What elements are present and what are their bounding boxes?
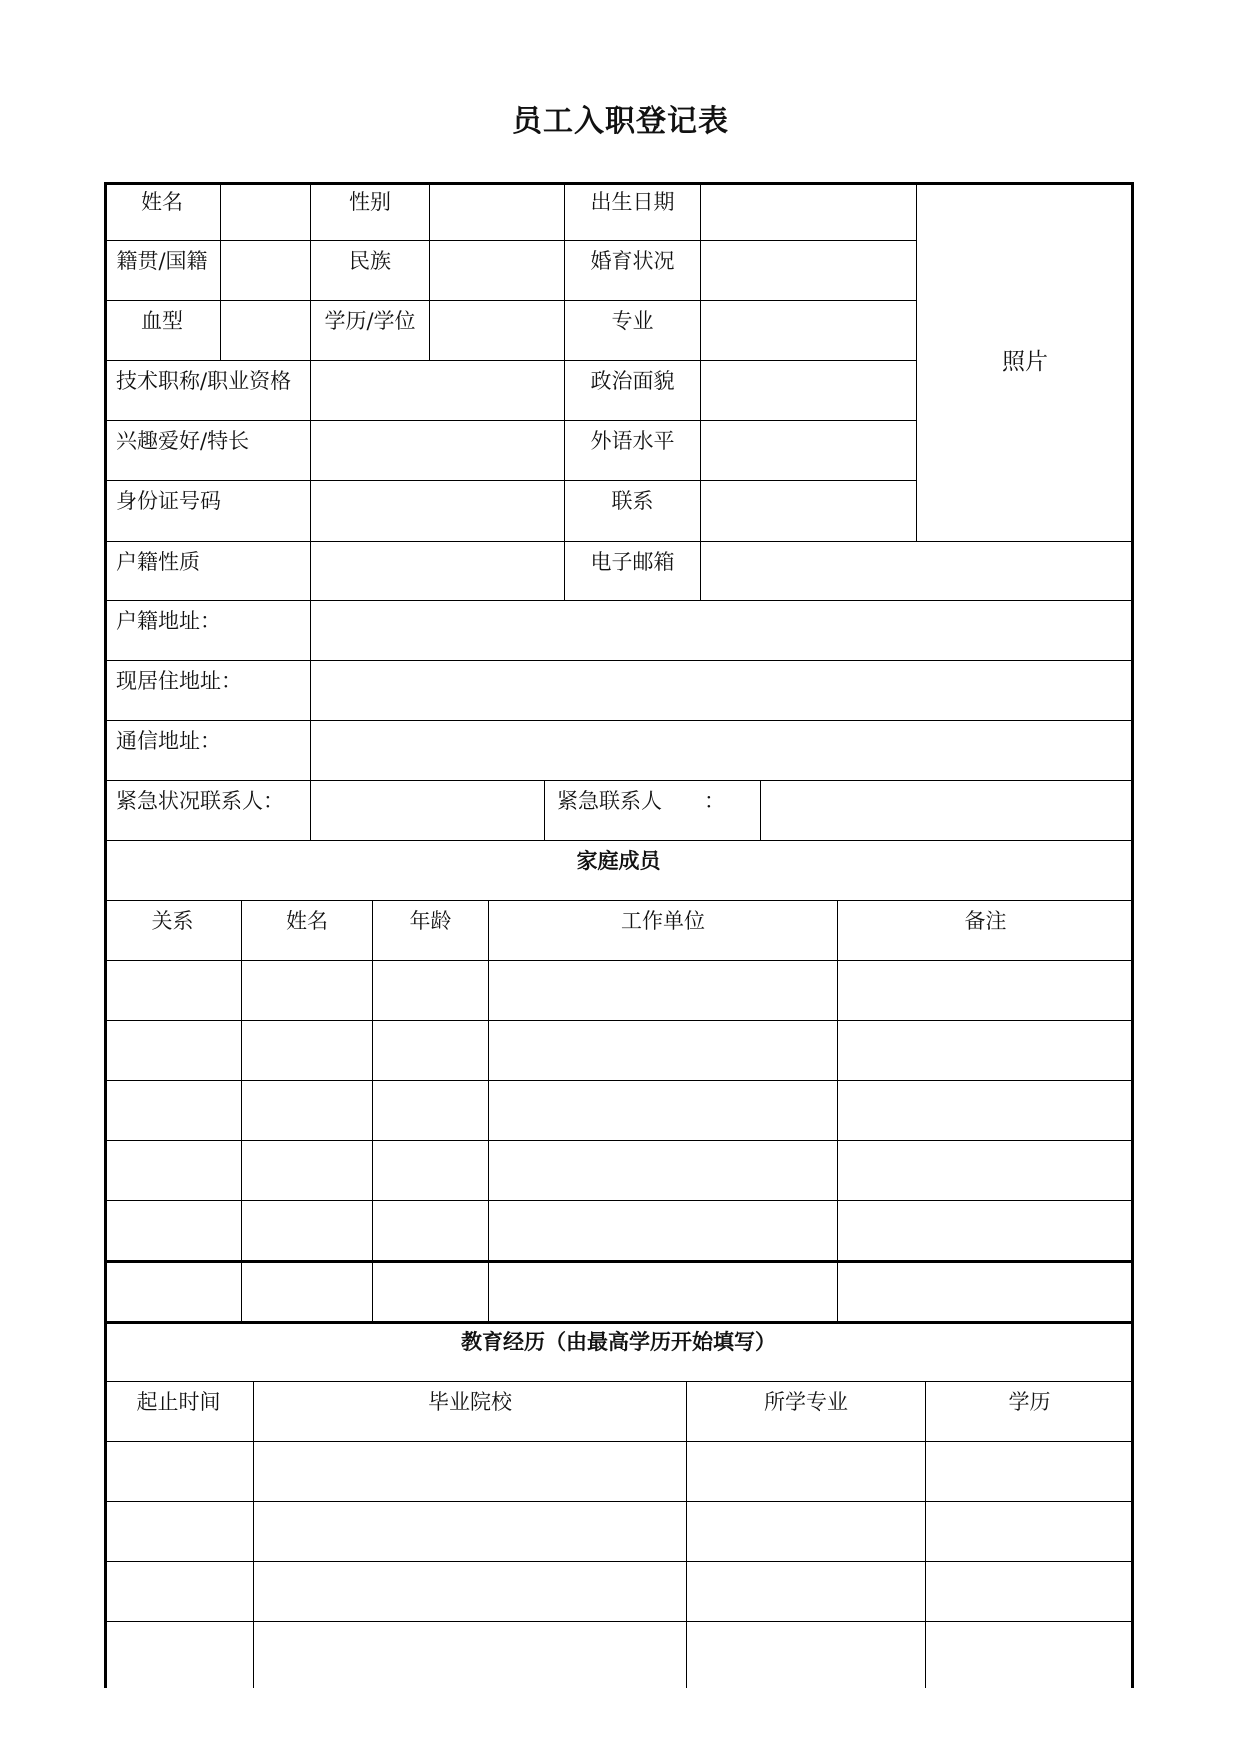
label-current-address: 现居住地址： [104, 661, 311, 721]
field-gender[interactable] [430, 182, 565, 241]
label-gender: 性别 [311, 182, 430, 241]
family-col-remarks: 备注 [838, 901, 1134, 961]
table-cell[interactable] [242, 1081, 373, 1141]
table-cell[interactable] [687, 1502, 926, 1562]
field-foreign-language[interactable] [701, 421, 917, 481]
page-title: 员工入职登记表 [512, 104, 729, 139]
field-hukou-type[interactable] [311, 542, 565, 601]
label-contact: 联系 [565, 481, 701, 542]
label-hukou-type: 户籍性质 [104, 542, 311, 601]
label-blood-type: 血型 [104, 301, 221, 361]
field-native-place[interactable] [221, 241, 311, 301]
label-ethnicity: 民族 [311, 241, 430, 301]
table-cell[interactable] [373, 1261, 489, 1322]
family-heading: 家庭成员 [104, 841, 1134, 901]
field-marital-status[interactable] [701, 241, 917, 301]
table-cell[interactable] [489, 961, 838, 1021]
family-col-relation: 关系 [104, 901, 242, 961]
table-row[interactable] [104, 1021, 242, 1081]
field-hukou-address[interactable] [311, 601, 1134, 661]
education-heading: 教育经历（由最高学历开始填写） [104, 1322, 1134, 1382]
field-title-qualification[interactable] [311, 361, 565, 421]
table-cell[interactable] [926, 1562, 1134, 1622]
field-hobbies[interactable] [311, 421, 565, 481]
table-cell[interactable] [254, 1562, 687, 1622]
table-cell[interactable] [373, 1201, 489, 1261]
table-cell[interactable] [254, 1622, 687, 1688]
label-name: 姓名 [104, 182, 221, 241]
table-cell[interactable] [242, 1021, 373, 1081]
table-cell[interactable] [687, 1562, 926, 1622]
label-birth-date: 出生日期 [565, 182, 701, 241]
field-political-status[interactable] [701, 361, 917, 421]
label-emergency-contact-2: 紧急联系人 ： [545, 781, 761, 841]
table-cell[interactable] [838, 1021, 1134, 1081]
field-education-degree[interactable] [430, 301, 565, 361]
table-cell[interactable] [926, 1502, 1134, 1562]
table-row[interactable] [104, 1141, 242, 1201]
field-blood-type[interactable] [221, 301, 311, 361]
table-cell[interactable] [838, 961, 1134, 1021]
field-emergency-contact-2[interactable] [761, 781, 1134, 841]
label-native-place: 籍贯/国籍 [104, 241, 221, 301]
table-row[interactable] [104, 1442, 254, 1502]
table-cell[interactable] [489, 1021, 838, 1081]
table-cell[interactable] [838, 1201, 1134, 1261]
table-cell[interactable] [489, 1141, 838, 1201]
table-cell[interactable] [489, 1261, 838, 1322]
table-cell[interactable] [373, 1021, 489, 1081]
field-name[interactable] [221, 182, 311, 241]
field-ethnicity[interactable] [430, 241, 565, 301]
label-hukou-address: 户籍地址： [104, 601, 311, 661]
label-id-number: 身份证号码 [104, 481, 311, 542]
edu-col-school: 毕业院校 [254, 1382, 687, 1442]
table-cell[interactable] [489, 1081, 838, 1141]
registration-form [104, 182, 1134, 1688]
edu-col-period: 起止时间 [104, 1382, 254, 1442]
label-email: 电子邮箱 [565, 542, 701, 601]
field-contact[interactable] [701, 481, 917, 542]
field-id-number[interactable] [311, 481, 565, 542]
family-col-employer: 工作单位 [489, 901, 838, 961]
table-cell[interactable] [254, 1502, 687, 1562]
table-cell[interactable] [242, 1201, 373, 1261]
field-email[interactable] [701, 542, 1134, 601]
section-divider [104, 1321, 1134, 1324]
field-emergency-contact[interactable] [311, 781, 545, 841]
table-cell[interactable] [254, 1442, 687, 1502]
label-major: 专业 [565, 301, 701, 361]
table-cell[interactable] [687, 1442, 926, 1502]
field-current-address[interactable] [311, 661, 1134, 721]
table-cell[interactable] [687, 1622, 926, 1688]
table-cell[interactable] [242, 1261, 373, 1322]
edu-col-degree: 学历 [926, 1382, 1134, 1442]
label-mailing-address: 通信地址： [104, 721, 311, 781]
table-cell[interactable] [373, 961, 489, 1021]
table-cell[interactable] [242, 1141, 373, 1201]
table-cell[interactable] [489, 1201, 838, 1261]
label-marital-status: 婚育状况 [565, 241, 701, 301]
label-foreign-language: 外语水平 [565, 421, 701, 481]
section-divider [104, 1260, 1134, 1263]
table-row[interactable] [104, 1261, 242, 1322]
table-cell[interactable] [242, 961, 373, 1021]
label-hobbies: 兴趣爱好/特长 [104, 421, 311, 481]
table-cell[interactable] [926, 1622, 1134, 1688]
table-row[interactable] [104, 1502, 254, 1562]
label-political-status: 政治面貌 [565, 361, 701, 421]
table-cell[interactable] [926, 1442, 1134, 1502]
table-cell[interactable] [838, 1081, 1134, 1141]
label-education-degree: 学历/学位 [311, 301, 430, 361]
table-row[interactable] [104, 1081, 242, 1141]
label-emergency-contact: 紧急状况联系人： [104, 781, 311, 841]
family-col-age: 年龄 [373, 901, 489, 961]
edu-col-major: 所学专业 [687, 1382, 926, 1442]
table-cell[interactable] [838, 1261, 1134, 1322]
table-row[interactable] [104, 1622, 254, 1688]
table-row[interactable] [104, 961, 242, 1021]
photo-box[interactable]: 照片 [917, 182, 1134, 542]
label-title-qualification: 技术职称/职业资格 [104, 361, 311, 421]
field-major[interactable] [701, 301, 917, 361]
field-mailing-address[interactable] [311, 721, 1134, 781]
table-cell[interactable] [373, 1141, 489, 1201]
table-cell[interactable] [373, 1081, 489, 1141]
table-cell[interactable] [838, 1141, 1134, 1201]
family-col-name: 姓名 [242, 901, 373, 961]
table-row[interactable] [104, 1562, 254, 1622]
field-birth-date[interactable] [701, 182, 917, 241]
table-row[interactable] [104, 1201, 242, 1261]
